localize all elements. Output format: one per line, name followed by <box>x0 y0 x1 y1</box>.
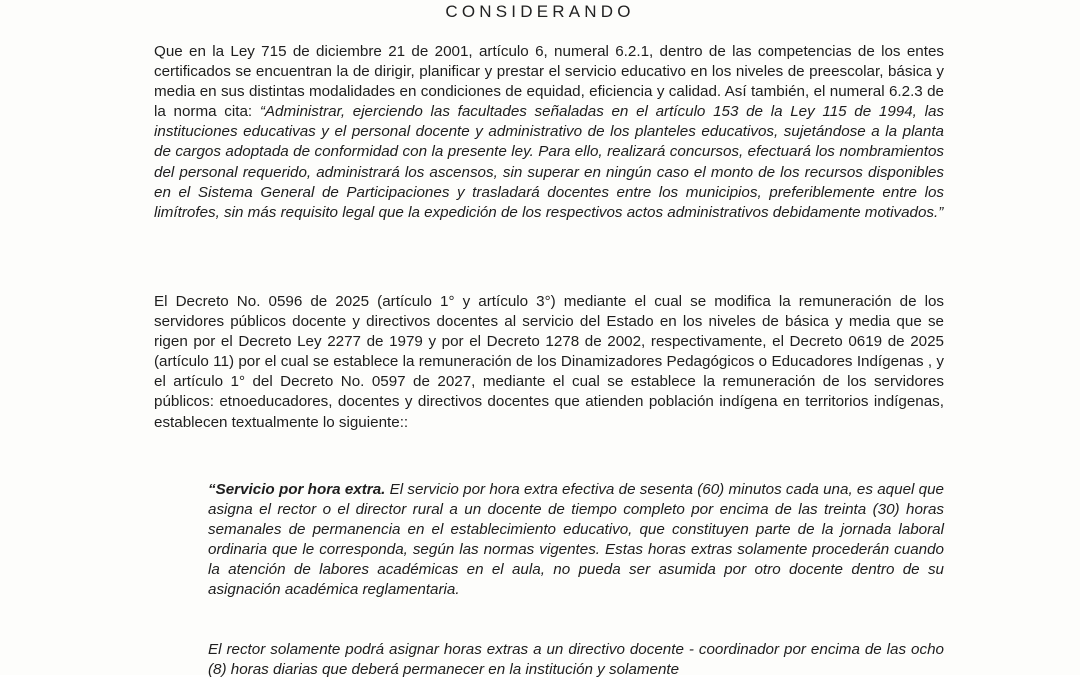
paragraph-ley-715-quote: “Administrar, ejerciendo las facultades señaladas en el artículo 153 de la Ley 115 de 1994, las instituciones educativas y el personal docente y administrativo de los planteles educativos, sujetándose a la planta de cargos adoptada de conformidad con la presente ley. Para ello, realizará concursos, efectuará los nombramientos del personal requerido, administrará los ascensos, sin superar en ningún caso el monto de los recursos disponibles en el Sistema General de Participaciones y trasladará docentes entre los municipios, preferiblemente entre los limítrofes, sin más requisito legal que la expedición de los respectivos actos administrativos debidamente motivados.” <box>154 103 944 221</box>
quote-servicio-hora-extra <box>208 480 944 601</box>
section-heading: CONSIDERANDO <box>445 2 635 21</box>
paragraph-ley-715 <box>154 42 944 223</box>
quote-servicio-hora-extra-title: “Servicio por hora extra. <box>208 481 386 498</box>
quote-servicio-hora-extra-body: El servicio por hora extra efectiva de sesenta (60) minutos cada una, es aquel que asigna el rector o el director rural a un docente de tiempo completo por encima de las treinta (30) horas semanales de permanencia en el establecimiento educativo, que constituyen parte de la jornada laboral ordinaria que le corresponda, según las normas vigentes. Estas horas extras solamente procederán cuando la atención de labores académicas en el aula, no pueda ser asumida por otro docente dentro de su asignación académica reglamentaria. <box>208 481 944 599</box>
quote-rector-horas-extra: El rector solamente podrá asignar horas extras a un directivo docente - coordinador por encima de las ocho (8) horas diarias que deberá permanecer en la institución y solamente <box>208 641 944 679</box>
paragraph-ley-715-intro: Que en la Ley 715 de diciembre 21 de 2001, artículo 6, numeral 6.2.1, dentro de las competencias de los entes certificados se encuentran la de dirigir, planificar y prestar el servicio educativo en los niveles de preescolar, básica y media en sus distintas modalidades en condiciones de equidad, eficiencia y calidad. Así también, el numeral 6.2.3 de la norma cita: <box>154 43 944 121</box>
paragraph-decreto-0596: El Decreto No. 0596 de 2025 (artículo 1° y artículo 3°) mediante el cual se modifica la remuneración de los servidores públicos docente y directivos docentes al servicio del Estado en los niveles de básica y media que se rigen por el Decreto Ley 2277 de 1979 y por el Decreto 1278 de 2002, respectivamente, el Decreto 0619 de 2025 (artículo 11) por el cual se establece la remuneración de los Dinamizadores Pedagógicos o Educadores Indígenas , y el artículo 1° del Decreto No. 0597 de 2027, mediante el cual se establece la remuneración de los servidores públicos: etnoeducadores, docentes y directivos docentes que atienden población indígena en territorios indígenas, establecen textualmente lo siguiente:: <box>154 293 944 431</box>
